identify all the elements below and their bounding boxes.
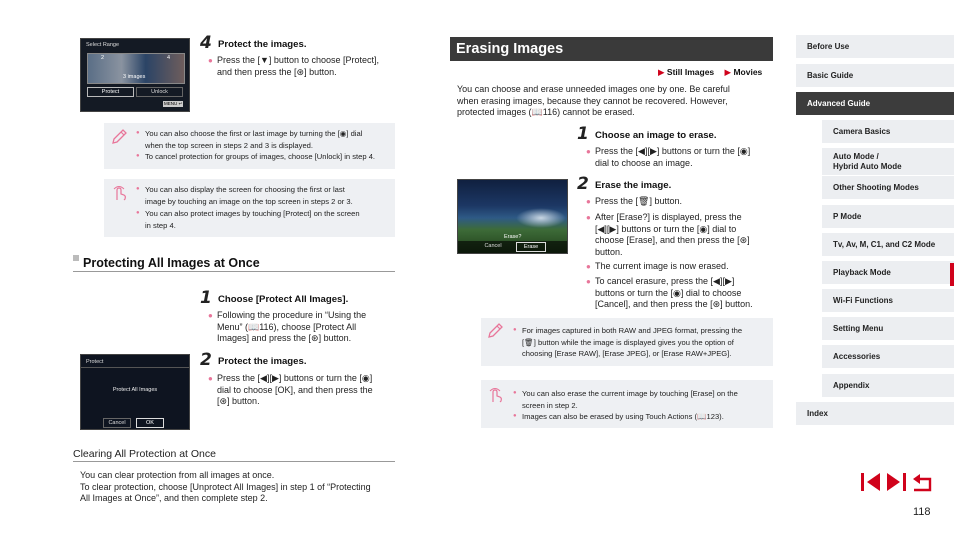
bullet-icon: ●: [136, 186, 140, 192]
page-title: Erasing Images: [456, 41, 564, 57]
ok-option[interactable]: OK: [136, 418, 164, 428]
step-number-2: 2: [577, 174, 589, 194]
step-number-1: 1: [200, 288, 212, 308]
menu-back-indicator: MENU ↵: [164, 101, 183, 106]
bullet-icon: ●: [513, 413, 517, 419]
step-bullet: ● Press the [🗑] button.: [586, 196, 682, 206]
pencil-icon: [486, 322, 504, 340]
nav-camera-basics[interactable]: Camera Basics: [822, 120, 954, 143]
section-rule: [73, 271, 395, 272]
step-bullet: ● The current image is now erased.: [586, 261, 729, 271]
bullet-icon: ●: [586, 197, 591, 206]
step-number-1: 1: [577, 124, 589, 144]
range-caption: 3 images: [123, 74, 146, 80]
bullet-icon: ●: [586, 262, 591, 271]
touch-note: ● You can also erase the current image by touching [Erase] on the screen in step 2. ● Images can also be erased by using Touch Actions (📖123).: [481, 380, 773, 428]
memo-note: ● You can also choose the first or last image by turning the [◉] dial when the top screen in steps 2 and 3 is displayed. ● To cancel protection for groups of images, choose [Unlock] in step 4.: [104, 123, 395, 169]
nav-appendix[interactable]: Appendix: [822, 374, 954, 397]
page-number: 118: [913, 506, 931, 518]
nav-index[interactable]: Index: [796, 402, 954, 425]
next-page-icon[interactable]: [885, 472, 907, 492]
memo-note: ● For images captured in both RAW and JPEG format, pressing the [🗑] button while the image is displayed gives you the option of choosing [Erase RAW], [Erase JPEG], or [Erase RAW+JPEG].: [481, 318, 773, 366]
step-title: Erase the image.: [595, 180, 672, 191]
select-range-screen: [80, 38, 190, 112]
nav-basic-guide[interactable]: Basic Guide: [796, 64, 954, 87]
step-title: Protect the images.: [218, 39, 307, 50]
page-title-bar: [450, 37, 773, 61]
step-title: Protect the images.: [218, 356, 307, 367]
nav-wifi-functions[interactable]: Wi-Fi Functions: [822, 289, 954, 312]
screen-header: Protect: [86, 359, 104, 365]
mode-indicators: [658, 67, 762, 78]
nav-tv-av-m-mode[interactable]: Tv, Av, M, C1, and C2 Mode: [822, 233, 954, 256]
bullet-icon: ●: [208, 374, 213, 383]
bullet-icon: ●: [208, 56, 213, 65]
section-marker: [73, 255, 79, 261]
section-title: Protecting All Images at Once: [83, 256, 260, 270]
intro-text: You can choose and erase unneeded images one by one. Be careful when erasing images, because they cannot be recovered. However, protected images (📖116) cannot be erased.: [457, 84, 730, 118]
step-bullet: ● After [Erase?] is displayed, press the [◀][▶] buttons or turn the [◉] dial to choose [Erase], and then press the [⊛] button.: [586, 212, 750, 257]
nav-playback-mode[interactable]: Playback Mode: [822, 261, 954, 284]
step-text: ● Press the [◀][▶] buttons or turn the [◉] dial to choose an image.: [586, 146, 751, 168]
screen-header: Select Range: [86, 42, 120, 48]
erase-prompt: Erase?: [504, 234, 522, 240]
nav-auto-mode[interactable]: Auto Mode / Hybrid Auto Mode: [822, 148, 954, 175]
return-icon[interactable]: [910, 472, 934, 492]
nav-other-shooting-modes[interactable]: Other Shooting Modes: [822, 176, 954, 199]
bullet-icon: ●: [586, 277, 591, 286]
touch-icon: [486, 386, 504, 404]
protect-option[interactable]: Protect: [87, 87, 134, 97]
bullet-icon: ●: [513, 390, 517, 396]
still-images-label: Still Images: [666, 67, 715, 77]
bullet-icon: ●: [586, 213, 591, 222]
nav-p-mode[interactable]: P Mode: [822, 205, 954, 228]
step-title: Choose an image to erase.: [595, 130, 717, 141]
step-number-2: 2: [200, 350, 212, 370]
erase-screen: [457, 179, 568, 254]
bullet-icon: ●: [136, 153, 140, 159]
step-title: Choose [Protect All Images].: [218, 294, 349, 305]
nav-setting-menu[interactable]: Setting Menu: [822, 317, 954, 340]
touch-note: ● You can also display the screen for choosing the first or last image by touching an image on the top screen in steps 2 or 3. ● You can also protect images by touching [Protect] on the screen in step 4.: [104, 179, 395, 237]
range-start: 2: [101, 55, 105, 61]
cancel-option[interactable]: Cancel: [103, 418, 131, 428]
subsection-rule: [73, 461, 395, 462]
bullet-icon: ●: [136, 130, 140, 136]
bullet-icon: ●: [136, 210, 140, 216]
movies-label: Movies: [733, 67, 763, 77]
erase-option[interactable]: Erase: [516, 242, 546, 252]
step-text: ● Press the [▼] button to choose [Protect], and then press the [⊛] button.: [208, 55, 379, 77]
cancel-option[interactable]: Cancel: [484, 243, 502, 249]
nav-before-use[interactable]: Before Use: [796, 35, 954, 58]
bullet-icon: ●: [586, 147, 591, 156]
mode-arrow-icon: ▶: [658, 67, 665, 77]
nav-advanced-guide[interactable]: Advanced Guide: [796, 92, 954, 115]
bullet-icon: ●: [208, 311, 213, 320]
pencil-icon: [110, 128, 128, 146]
previous-page-icon[interactable]: [860, 472, 882, 492]
active-section-marker: [950, 263, 954, 286]
step-text: ● Press the [◀][▶] buttons or turn the [◉] dial to choose [OK], and then press the [⊛] button.: [208, 373, 373, 407]
step-bullet: ● To cancel erasure, press the [◀][▶] buttons or turn the [◉] dial to choose [Cancel], and then press the [⊛] button.: [586, 276, 753, 310]
dialog-message: Protect All Images: [112, 387, 158, 393]
mode-arrow-icon: ▶: [724, 67, 732, 77]
protect-all-screen: [80, 354, 190, 430]
bullet-icon: ●: [513, 327, 517, 333]
step-number-4: 4: [200, 33, 212, 53]
touch-icon: [110, 184, 128, 202]
nav-accessories[interactable]: Accessories: [822, 345, 954, 368]
clear-protection-text: You can clear protection from all images at once. To clear protection, choose [Unprotect All Images] in step 1 of “Protecting All Images at Once”, and then complete step 2.: [80, 470, 371, 504]
subsection-title: Clearing All Protection at Once: [73, 448, 216, 460]
step-text: ● Following the procedure in “Using the Menu” (📖116), choose [Protect All Images] and press the [⊛] button.: [208, 310, 367, 344]
range-end: 4: [167, 55, 171, 61]
unlock-option[interactable]: Unlock: [136, 87, 183, 97]
